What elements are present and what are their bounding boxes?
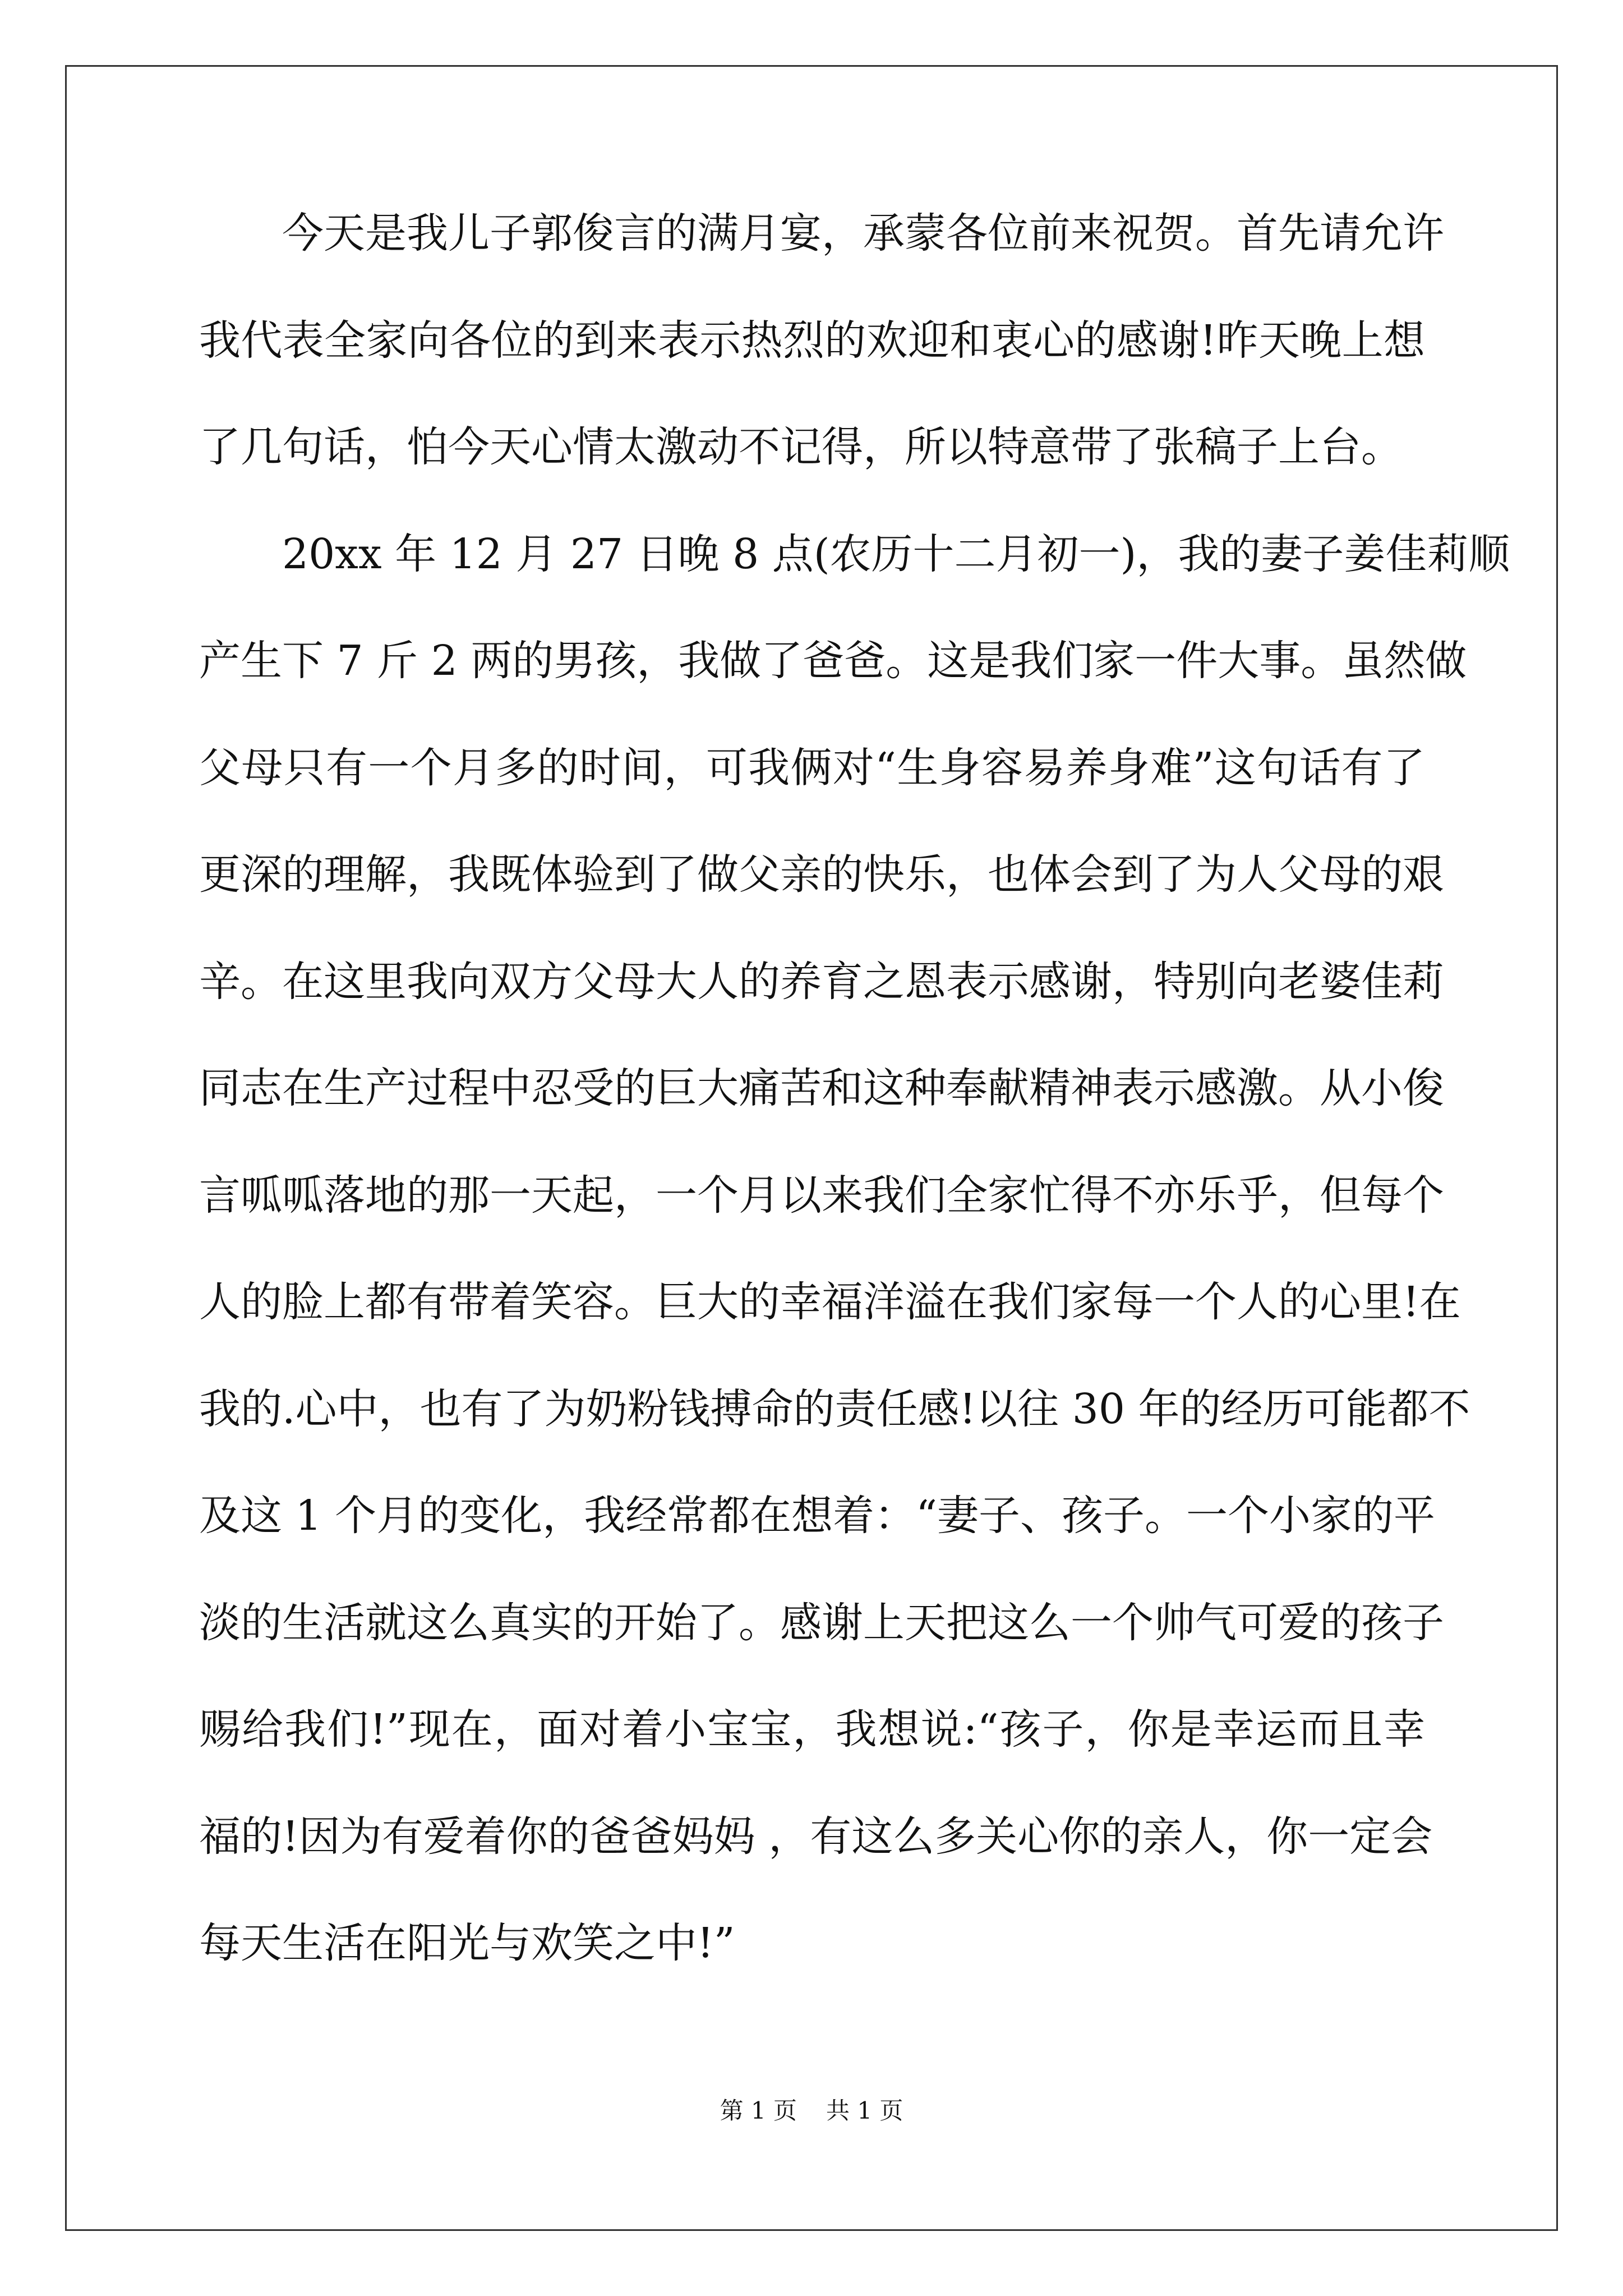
text-line-9: 同志在生产过程中忍受的巨大痛苦和这种奉献精神表示感激。从小俊 [199, 1064, 1444, 1112]
text-line-11: 人的脸上都有带着笑容。巨大的幸福洋溢在我们家每一个人的心里!在 [199, 1278, 1461, 1326]
text-line-13: 及这 1 个月的变化，我经常都在想着：“妻子、孩子。一个小家的平 [199, 1492, 1435, 1540]
text-line-3: 了几句话，怕今天心情太激动不记得，所以特意带了张稿子上台。 [199, 423, 1403, 471]
text-line-17: 每天生活在阳光与欢笑之中!” [199, 1919, 735, 1967]
text-line-15: 赐给我们!”现在，面对着小宝宝，我想说:“孩子，你是幸运而且幸 [199, 1705, 1425, 1754]
text-line-14: 淡的生活就这么真实的开始了。感谢上天把这么一个帅气可爱的孩子 [199, 1598, 1444, 1647]
page-number: 第 1 页 [720, 2097, 797, 2124]
text-line-12: 我的.心中，也有了为奶粉钱搏命的责任感!以往 30 年的经历可能都不 [199, 1384, 1470, 1433]
text-line-6: 父母只有一个月多的时间，可我俩对“生身容易养身难”这句话有了 [199, 743, 1425, 792]
text-line-1: 今天是我儿子郭俊言的满月宴，承蒙各位前来祝贺。首先请允许 [199, 209, 1444, 257]
page-total: 共 1 页 [826, 2097, 903, 2124]
text-line-5: 产生下 7 斤 2 两的男孩，我做了爸爸。这是我们家一件大事。虽然做 [199, 637, 1467, 685]
document-body [199, 209, 1510, 2029]
text-line-10: 言呱呱落地的那一天起，一个月以来我们全家忙得不亦乐乎，但每个 [199, 1171, 1444, 1220]
text-line-8: 辛。在这里我向双方父母大人的养育之恩表示感谢，特别向老婆佳莉 [199, 957, 1444, 1006]
text-line-16: 福的!因为有爱着你的爸爸妈妈 ，有这么多关心你的亲人，你一定会 [199, 1812, 1433, 1861]
text-line-7: 更深的理解，我既体验到了做父亲的快乐，也体会到了为人父母的艰 [199, 850, 1444, 899]
text-line-4: 20xx 年 12 月 27 日晚 8 点(农历十二月初一)，我的妻子姜佳莉顺 [199, 530, 1510, 578]
text-line-2: 我代表全家向各位的到来表示热烈的欢迎和衷心的感谢!昨天晚上想 [199, 316, 1425, 365]
page-footer [0, 2097, 1623, 2125]
